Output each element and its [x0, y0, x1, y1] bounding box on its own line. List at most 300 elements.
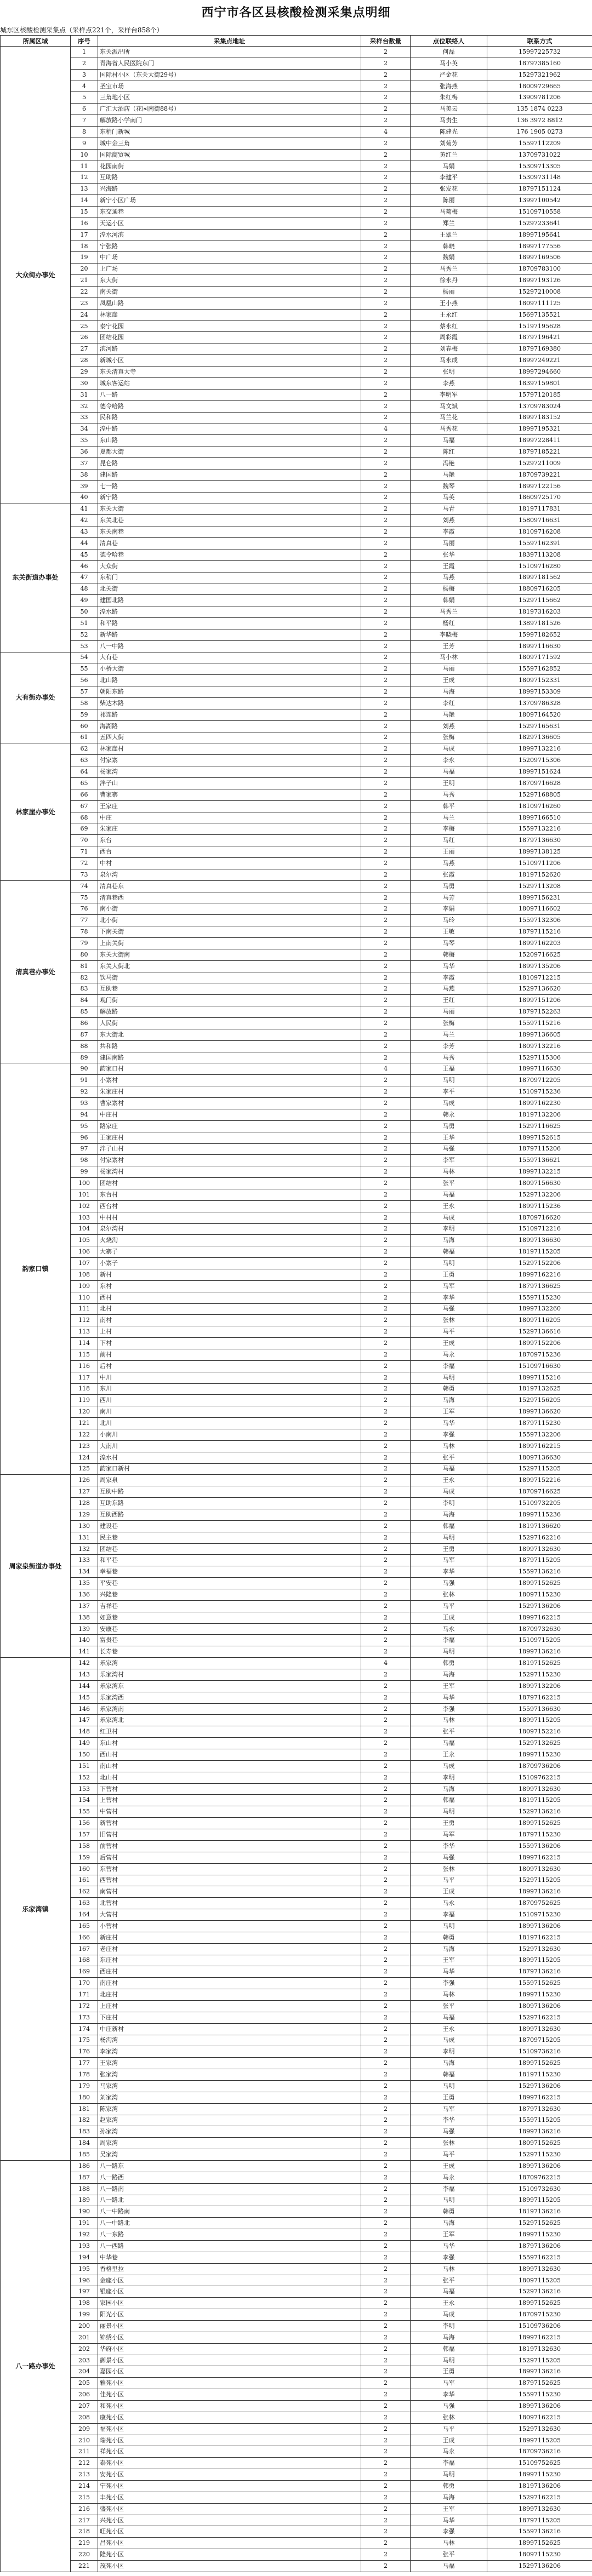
row-address: 北营村 [98, 1898, 361, 1909]
row-address: 互助中路 [98, 1486, 361, 1498]
row-station-count: 2 [361, 2286, 411, 2298]
row-station-count: 2 [361, 2423, 411, 2435]
row-phone: 18997152625 [487, 1578, 592, 1589]
row-contact-person: 马林 [411, 1166, 487, 1178]
row-phone: 15697135521 [487, 309, 592, 320]
row-index: 109 [71, 1280, 98, 1292]
row-phone: 15597115230 [487, 2389, 592, 2401]
row-station-count: 2 [361, 732, 411, 743]
table-row [1, 1520, 592, 1532]
row-station-count: 2 [361, 2080, 411, 2092]
row-station-count: 2 [361, 1989, 411, 2001]
row-phone: 15209715306 [487, 755, 592, 766]
table-row [1, 2355, 592, 2366]
row-phone: 15297152206 [487, 1258, 592, 1269]
row-address: 大寨子 [98, 1246, 361, 1258]
table-row [1, 766, 592, 778]
row-index: 132 [71, 1543, 98, 1555]
row-station-count: 2 [361, 1635, 411, 1646]
table-row [1, 1258, 592, 1269]
table-row [1, 709, 592, 720]
table-row [1, 1772, 592, 1783]
row-index: 12 [71, 172, 98, 184]
row-index: 55 [71, 663, 98, 675]
header-index: 序号 [71, 36, 98, 47]
row-phone: 18197136620 [487, 1520, 592, 1532]
table-row [1, 389, 592, 400]
table-row [1, 2229, 592, 2241]
row-phone: 18197136216 [487, 2206, 592, 2218]
row-phone: 18997115230 [487, 1989, 592, 2001]
row-phone: 18997116630 [487, 1063, 592, 1075]
row-address: 韵家口新村 [98, 1463, 361, 1475]
table-row [1, 1406, 592, 1418]
row-address: 朱家庄村 [98, 1086, 361, 1098]
row-contact-person: 马芳 [411, 892, 487, 903]
row-address: 泰宁花园 [98, 320, 361, 332]
row-contact-person: 马永成 [411, 355, 487, 367]
row-index: 126 [71, 1475, 98, 1486]
table-row [1, 1326, 592, 1338]
table-row [1, 1932, 592, 1943]
row-phone: 18997136216 [487, 1886, 592, 1898]
row-contact-person: 马兰 [411, 1029, 487, 1040]
row-phone: 13909781206 [487, 92, 592, 104]
row-station-count: 2 [361, 1772, 411, 1783]
row-station-count: 2 [361, 1006, 411, 1018]
row-contact-person: 刘春梅 [411, 344, 487, 355]
row-index: 202 [71, 2343, 98, 2355]
row-phone: 18997115230 [487, 1749, 592, 1761]
row-address: 湟中路 [98, 423, 361, 435]
row-contact-person: 李强 [411, 1978, 487, 1989]
row-phone: 15109715205 [487, 1635, 592, 1646]
row-address: 建设巷 [98, 1520, 361, 1532]
row-address: 福苑小区 [98, 2423, 361, 2435]
row-address: 清真巷西 [98, 892, 361, 903]
table-row [1, 572, 592, 583]
row-address: 王家湾 [98, 2058, 361, 2069]
table-row [1, 1955, 592, 1966]
table-row [1, 138, 592, 149]
row-phone: 18997115205 [487, 1955, 592, 1966]
row-contact-person: 马平 [411, 2423, 487, 2435]
row-index: 111 [71, 1303, 98, 1315]
row-contact-person: 韩福 [411, 1520, 487, 1532]
table-row [1, 1852, 592, 1863]
row-address: 丽景小区 [98, 2321, 361, 2332]
row-phone: 18997136216 [487, 2366, 592, 2378]
row-contact-person: 马华 [411, 2515, 487, 2526]
row-address: 北村 [98, 1303, 361, 1315]
row-index: 63 [71, 755, 98, 766]
row-address: 御景小区 [98, 2355, 361, 2366]
row-contact-person: 马小林 [411, 652, 487, 663]
row-address: 民和路 [98, 412, 361, 423]
table-row [1, 1006, 592, 1018]
row-phone: 18997152615 [487, 1132, 592, 1143]
row-phone: 15109736216 [487, 2046, 592, 2058]
row-station-count: 2 [361, 2332, 411, 2343]
row-phone: 18997162215 [487, 2092, 592, 2103]
table-row [1, 207, 592, 218]
row-phone: 18997162216 [487, 1269, 592, 1280]
row-address: 新村 [98, 1269, 361, 1280]
row-phone: 18997156231 [487, 892, 592, 903]
row-phone: 15297156205 [487, 1395, 592, 1406]
row-station-count: 2 [361, 720, 411, 732]
row-index: 141 [71, 1646, 98, 1658]
row-contact-person: 王小燕 [411, 297, 487, 309]
row-contact-person: 马永 [411, 2172, 487, 2183]
row-phone: 18197115230 [487, 2069, 592, 2081]
row-phone: 18709716628 [487, 778, 592, 789]
row-address: 康苑小区 [98, 2412, 361, 2423]
row-station-count: 2 [361, 1852, 411, 1863]
row-phone: 18997151624 [487, 766, 592, 778]
row-index: 168 [71, 1955, 98, 1966]
row-index: 143 [71, 1669, 98, 1681]
row-station-count: 2 [361, 1132, 411, 1143]
row-index: 171 [71, 1989, 98, 2001]
row-phone: 15109732630 [487, 2183, 592, 2195]
row-station-count: 2 [361, 1189, 411, 1200]
row-phone: 18197132625 [487, 1383, 592, 1395]
table-row [1, 1658, 592, 1669]
table-row [1, 1098, 592, 1109]
row-index: 68 [71, 812, 98, 823]
row-phone: 18997132215 [487, 1166, 592, 1178]
row-station-count: 2 [361, 1212, 411, 1223]
district-cell: 大众街办事处 [1, 47, 71, 503]
header-station-count: 采样台数量 [361, 36, 411, 47]
row-phone: 18097171592 [487, 652, 592, 663]
row-phone: 15297321962 [487, 69, 592, 81]
row-address: 西川 [98, 1395, 361, 1406]
row-station-count: 2 [361, 1680, 411, 1692]
row-contact-person: 张平 [411, 2000, 487, 2012]
row-address: 南小街 [98, 903, 361, 915]
table-row [1, 1452, 592, 1463]
row-index: 60 [71, 720, 98, 732]
row-index: 69 [71, 823, 98, 835]
row-contact-person: 马成 [411, 1098, 487, 1109]
row-index: 51 [71, 617, 98, 629]
row-contact-person: 韩梅 [411, 949, 487, 960]
row-station-count: 2 [361, 47, 411, 58]
row-index: 104 [71, 1223, 98, 1235]
row-phone: 18709739221 [487, 469, 592, 480]
row-address: 东大街北 [98, 1029, 361, 1040]
table-row [1, 915, 592, 926]
row-address: 北关街 [98, 583, 361, 595]
row-station-count: 2 [361, 903, 411, 915]
row-address: 小寨子 [98, 1258, 361, 1269]
row-station-count: 2 [361, 1315, 411, 1326]
row-contact-person: 李明 [411, 1223, 487, 1235]
row-contact-person: 马海 [411, 1395, 487, 1406]
row-index: 33 [71, 412, 98, 423]
table-row [1, 2423, 592, 2435]
district-cell: 乐家湾镇 [1, 1658, 71, 2161]
row-index: 19 [71, 252, 98, 264]
table-row [1, 846, 592, 858]
row-contact-person: 马平 [411, 1326, 487, 1338]
row-phone: 18997166510 [487, 812, 592, 823]
row-address: 路家庄 [98, 1120, 361, 1132]
row-phone: 18709736216 [487, 2446, 592, 2458]
row-station-count: 2 [361, 389, 411, 400]
row-phone: 15297115205 [487, 1875, 592, 1886]
row-phone: 15797120185 [487, 389, 592, 400]
row-address: 后营村 [98, 1852, 361, 1863]
row-phone: 18197115205 [487, 1246, 592, 1258]
row-phone: 18197117831 [487, 503, 592, 515]
table-row [1, 104, 592, 115]
row-contact-person: 王成 [411, 1886, 487, 1898]
table-row [1, 332, 592, 344]
row-station-count: 2 [361, 457, 411, 469]
row-contact-person: 马燕 [411, 572, 487, 583]
row-phone: 18709715236 [487, 1349, 592, 1360]
row-contact-person: 王勇 [411, 2366, 487, 2378]
row-station-count: 2 [361, 2058, 411, 2069]
row-station-count: 2 [361, 184, 411, 195]
row-station-count: 2 [361, 1909, 411, 1921]
row-station-count: 2 [361, 697, 411, 709]
row-contact-person: 韩勇 [411, 1932, 487, 1943]
row-station-count: 2 [361, 2503, 411, 2515]
row-station-count: 2 [361, 572, 411, 583]
row-contact-person: 郑兰 [411, 217, 487, 229]
row-address: 香格里拉 [98, 2263, 361, 2275]
row-address: 中村村 [98, 1212, 361, 1223]
row-index: 142 [71, 1658, 98, 1669]
row-address: 团结巷 [98, 1543, 361, 1555]
row-phone: 15597136216 [487, 2526, 592, 2538]
row-contact-person: 韩勇 [411, 1658, 487, 1669]
row-contact-person: 王翠兰 [411, 229, 487, 241]
row-address: 西营村 [98, 1875, 361, 1886]
row-address: 东关大街 [98, 503, 361, 515]
table-row [1, 1875, 592, 1886]
row-station-count: 2 [361, 1863, 411, 1875]
row-index: 152 [71, 1772, 98, 1783]
row-index: 108 [71, 1269, 98, 1280]
row-contact-person: 马强 [411, 1852, 487, 1863]
row-index: 140 [71, 1635, 98, 1646]
row-index: 220 [71, 2549, 98, 2561]
row-contact-person: 韩平 [411, 800, 487, 812]
row-contact-person: 李强 [411, 2526, 487, 2538]
row-address: 西台 [98, 846, 361, 858]
row-station-count: 2 [361, 1109, 411, 1120]
row-phone: 18709715205 [487, 2035, 592, 2046]
row-contact-person: 马强 [411, 2401, 487, 2412]
row-phone: 15297132630 [487, 2423, 592, 2435]
row-station-count: 2 [361, 252, 411, 264]
row-phone: 18997195641 [487, 229, 592, 241]
row-station-count: 2 [361, 1303, 411, 1315]
row-phone: 18997294660 [487, 367, 592, 378]
row-phone: 13897181526 [487, 617, 592, 629]
row-address: 八一路南 [98, 2183, 361, 2195]
table-row [1, 1132, 592, 1143]
row-phone: 18997138125 [487, 846, 592, 858]
row-station-count: 2 [361, 1932, 411, 1943]
table-row [1, 515, 592, 526]
row-contact-person: 马成 [411, 1212, 487, 1223]
row-index: 61 [71, 732, 98, 743]
row-contact-person: 严金花 [411, 69, 487, 81]
table-row [1, 1018, 592, 1029]
table-header-row [1, 36, 592, 47]
table-row [1, 812, 592, 823]
row-phone: 18097152625 [487, 2138, 592, 2149]
table-row [1, 606, 592, 618]
row-station-count: 2 [361, 1269, 411, 1280]
row-contact-person: 马成 [411, 2035, 487, 2046]
row-phone: 18709716625 [487, 1486, 592, 1498]
row-address: 南川 [98, 1406, 361, 1418]
row-address: 东交通巷 [98, 207, 361, 218]
row-address: 中川 [98, 1372, 361, 1383]
row-address: 国际商贸城 [98, 149, 361, 161]
table-row [1, 2218, 592, 2229]
row-station-count: 2 [361, 1520, 411, 1532]
table-row [1, 583, 592, 595]
row-index: 173 [71, 2012, 98, 2023]
row-index: 172 [71, 2000, 98, 2012]
row-address: 南关街 [98, 287, 361, 298]
row-index: 47 [71, 572, 98, 583]
row-station-count: 2 [361, 1418, 411, 1429]
table-row [1, 983, 592, 995]
row-contact-person: 王军 [411, 1680, 487, 1692]
row-index: 13 [71, 184, 98, 195]
row-address: 兴苑小区 [98, 2515, 361, 2526]
row-index: 49 [71, 595, 98, 606]
table-row [1, 2058, 592, 2069]
row-station-count: 2 [361, 2172, 411, 2183]
row-address: 下庄村 [98, 2012, 361, 2023]
row-address: 朱家庄 [98, 823, 361, 835]
row-station-count: 2 [361, 1463, 411, 1475]
row-address: 宁苑小区 [98, 2481, 361, 2492]
table-row [1, 69, 592, 81]
table-row [1, 1566, 592, 1578]
row-contact-person: 马燕 [411, 858, 487, 869]
table-row [1, 1920, 592, 1932]
row-contact-person: 张林 [411, 1589, 487, 1601]
row-contact-person: 马福 [411, 1463, 487, 1475]
row-phone: 18797196421 [487, 332, 592, 344]
row-phone: 18097152216 [487, 1726, 592, 1738]
table-row [1, 1463, 592, 1475]
row-address: 周家泉 [98, 1475, 361, 1486]
row-phone: 18997136206 [487, 1920, 592, 1932]
row-address: 后村 [98, 1360, 361, 1372]
page-title: 西宁市各区县核酸检测采集点明细 [201, 5, 391, 20]
row-phone: 18997193126 [487, 275, 592, 287]
row-contact-person: 韩晓 [411, 241, 487, 252]
table-row [1, 309, 592, 320]
table-row [1, 595, 592, 606]
row-contact-person: 马明 [411, 1258, 487, 1269]
row-phone: 15309731148 [487, 172, 592, 184]
row-address: 新营村 [98, 1818, 361, 1829]
table-row [1, 2195, 592, 2206]
row-index: 79 [71, 938, 98, 949]
table-row [1, 1555, 592, 1566]
row-phone: 18097162215 [487, 2412, 592, 2423]
row-index: 192 [71, 2229, 98, 2241]
row-contact-person: 马海 [411, 1509, 487, 1521]
row-phone: 13709783024 [487, 400, 592, 412]
row-index: 113 [71, 1326, 98, 1338]
row-phone: 15597162391 [487, 537, 592, 549]
row-contact-person: 李福 [411, 1909, 487, 1921]
table-row [1, 938, 592, 949]
row-contact-person: 王福 [411, 1063, 487, 1075]
row-phone: 18997136620 [487, 1406, 592, 1418]
row-address: 团结花园 [98, 332, 361, 344]
table-row [1, 858, 592, 869]
row-contact-person: 马永 [411, 2446, 487, 2458]
row-phone: 18997135206 [487, 960, 592, 972]
row-station-count: 2 [361, 1818, 411, 1829]
row-index: 44 [71, 537, 98, 549]
row-contact-person: 马华 [411, 2241, 487, 2252]
row-index: 206 [71, 2389, 98, 2401]
row-phone: 18097152331 [487, 675, 592, 686]
district-cell: 大有街办事处 [1, 652, 71, 743]
table-row [1, 949, 592, 960]
row-index: 8 [71, 127, 98, 138]
row-contact-person: 马军 [411, 1280, 487, 1292]
row-phone: 15297162216 [487, 1532, 592, 1543]
row-station-count: 2 [361, 663, 411, 675]
table-row [1, 1703, 592, 1715]
row-index: 210 [71, 2435, 98, 2446]
row-contact-person: 马贵生 [411, 115, 487, 127]
row-phone: 18797136216 [487, 1966, 592, 1978]
row-phone: 15297115306 [487, 1052, 592, 1063]
row-index: 163 [71, 1898, 98, 1909]
table-row [1, 617, 592, 629]
row-index: 22 [71, 287, 98, 298]
row-phone: 15297168805 [487, 789, 592, 800]
row-index: 26 [71, 332, 98, 344]
table-row [1, 1395, 592, 1406]
row-contact-person: 马琴 [411, 938, 487, 949]
row-station-count: 2 [361, 629, 411, 640]
table-row [1, 1429, 592, 1440]
row-contact-person: 李华 [411, 1840, 487, 1852]
row-index: 119 [71, 1395, 98, 1406]
row-station-count: 2 [361, 2115, 411, 2126]
row-contact-person: 朱红梅 [411, 92, 487, 104]
row-index: 105 [71, 1235, 98, 1246]
row-phone: 18797136625 [487, 1280, 592, 1292]
row-phone: 18797115205 [487, 1555, 592, 1566]
row-address: 宁张路 [98, 241, 361, 252]
header-address: 采集点地址 [98, 36, 361, 47]
row-station-count: 2 [361, 869, 411, 880]
row-index: 11 [71, 161, 98, 172]
row-station-count: 2 [361, 264, 411, 275]
row-station-count: 2 [361, 972, 411, 983]
